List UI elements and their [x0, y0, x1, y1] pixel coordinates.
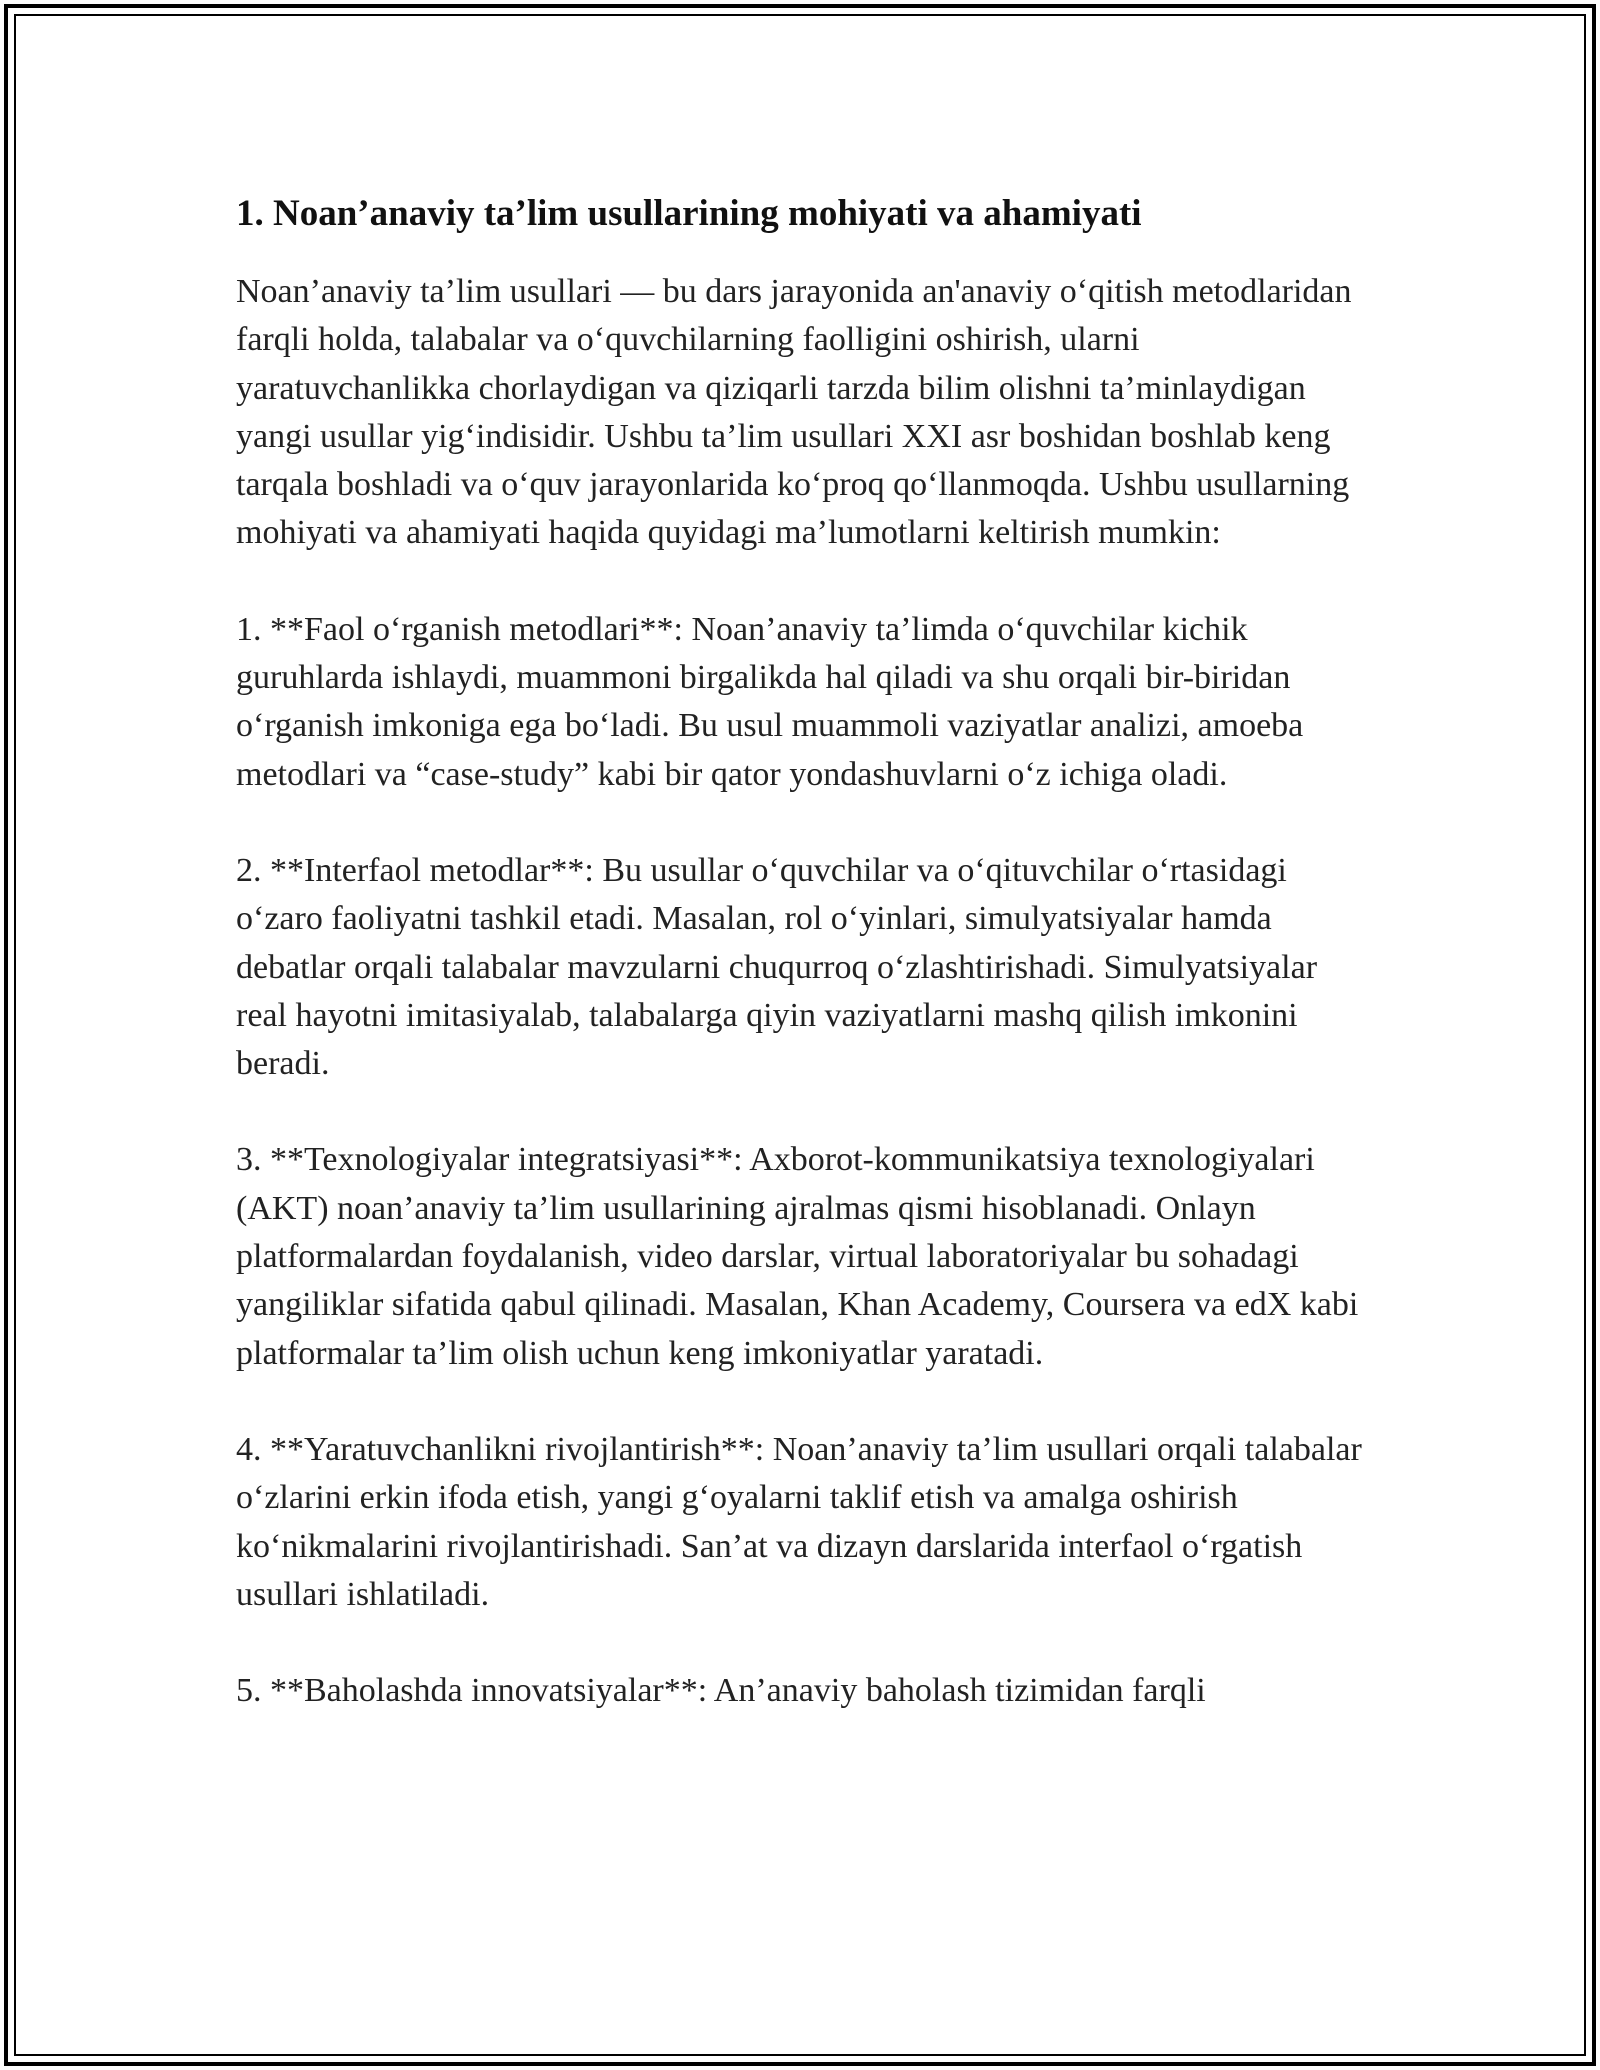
list-item-texnologiyalar: 3. **Texnologiyalar integratsiyasi**: Axborot-kommunikatsiya texnologiyalari (AKT) noan’anaviy ta’lim usullarining ajralmas qismi hisoblanadi. Onlayn platformalardan foydalanish, video darslar, virtual laboratoriyalar bu sohadagi yangiliklar sifatida qabul qilinadi. Masalan, Khan Academy, Coursera va edX kabi platformalar ta’lim olish uchun keng imkoniyatlar yaratadi.	[236, 1141, 1359, 1372]
list-item-yaratuvchanlik: 4. **Yaratuvchanlikni rivojlantirish**: Noan’anaviy ta’lim usullari orqali talabalar o‘zlarini erkin ifoda etish, yangi g‘oyalarni taklif etish va amalga oshirish ko‘nikmalarini rivojlantirishadi. San’at va dizayn darslarida interfaol o‘rgatish usullari ishlatiladi.	[236, 1430, 1362, 1613]
document-page	[236, 190, 1364, 1763]
list-item-faol-organish: 1. **Faol o‘rganish metodlari**: Noan’anaviy ta’limda o‘quvchilar kichik guruhlarda ishlaydi, muammoni birgalikda hal qiladi va shu orqali bir-biridan o‘rganish imkoniga ega bo‘ladi. Bu usul muammoli vaziyatlar analizi, amoeba metodlari va “case-study” kabi bir qator yondashuvlarni o‘z ichiga oladi.	[236, 610, 1304, 793]
list-item-interfaol-metodlar: 2. **Interfaol metodlar**: Bu usullar o‘quvchilar va o‘qituvchilar o‘rtasidagi o‘zaro faoliyatni tashkil etadi. Masalan, rol o‘yinlari, simulyatsiyalar hamda debatlar orqali talabalar mavzularni chuqurroq o‘zlashtirishadi. Simulyatsiyalar real hayotni imitasiyalab, talabalarga qiyin vaziyatlarni mashq qilish imkonini beradi.	[236, 851, 1318, 1083]
document-title: 1. Noan’anaviy ta’lim usullarining mohiyati va ahamiyati	[236, 193, 1142, 234]
intro-paragraph: Noan’anaviy ta’lim usullari — bu dars jarayonida an'anaviy o‘qitish metodlaridan farqli holda, talabalar va o‘quvchilarning faolligini oshirish, ularni yaratuvchanlikka chorlaydigan va qiziqarli tarzda bilim olishni ta’minlaydigan yangi usullar yig‘indisidir. Ushbu ta’lim usullari XXI asr boshidan boshlab keng tarqala boshladi va o‘quv jarayonlarida ko‘proq qo‘llanmoqda. Ushbu usullarning mohiyati va ahamiyati haqida quyidagi ma’lumotlarni keltirish mumkin:	[236, 273, 1352, 552]
list-item-baholash: 5. **Baholashda innovatsiyalar**: An’anaviy baholash tizimidan farqli	[236, 1672, 1206, 1710]
